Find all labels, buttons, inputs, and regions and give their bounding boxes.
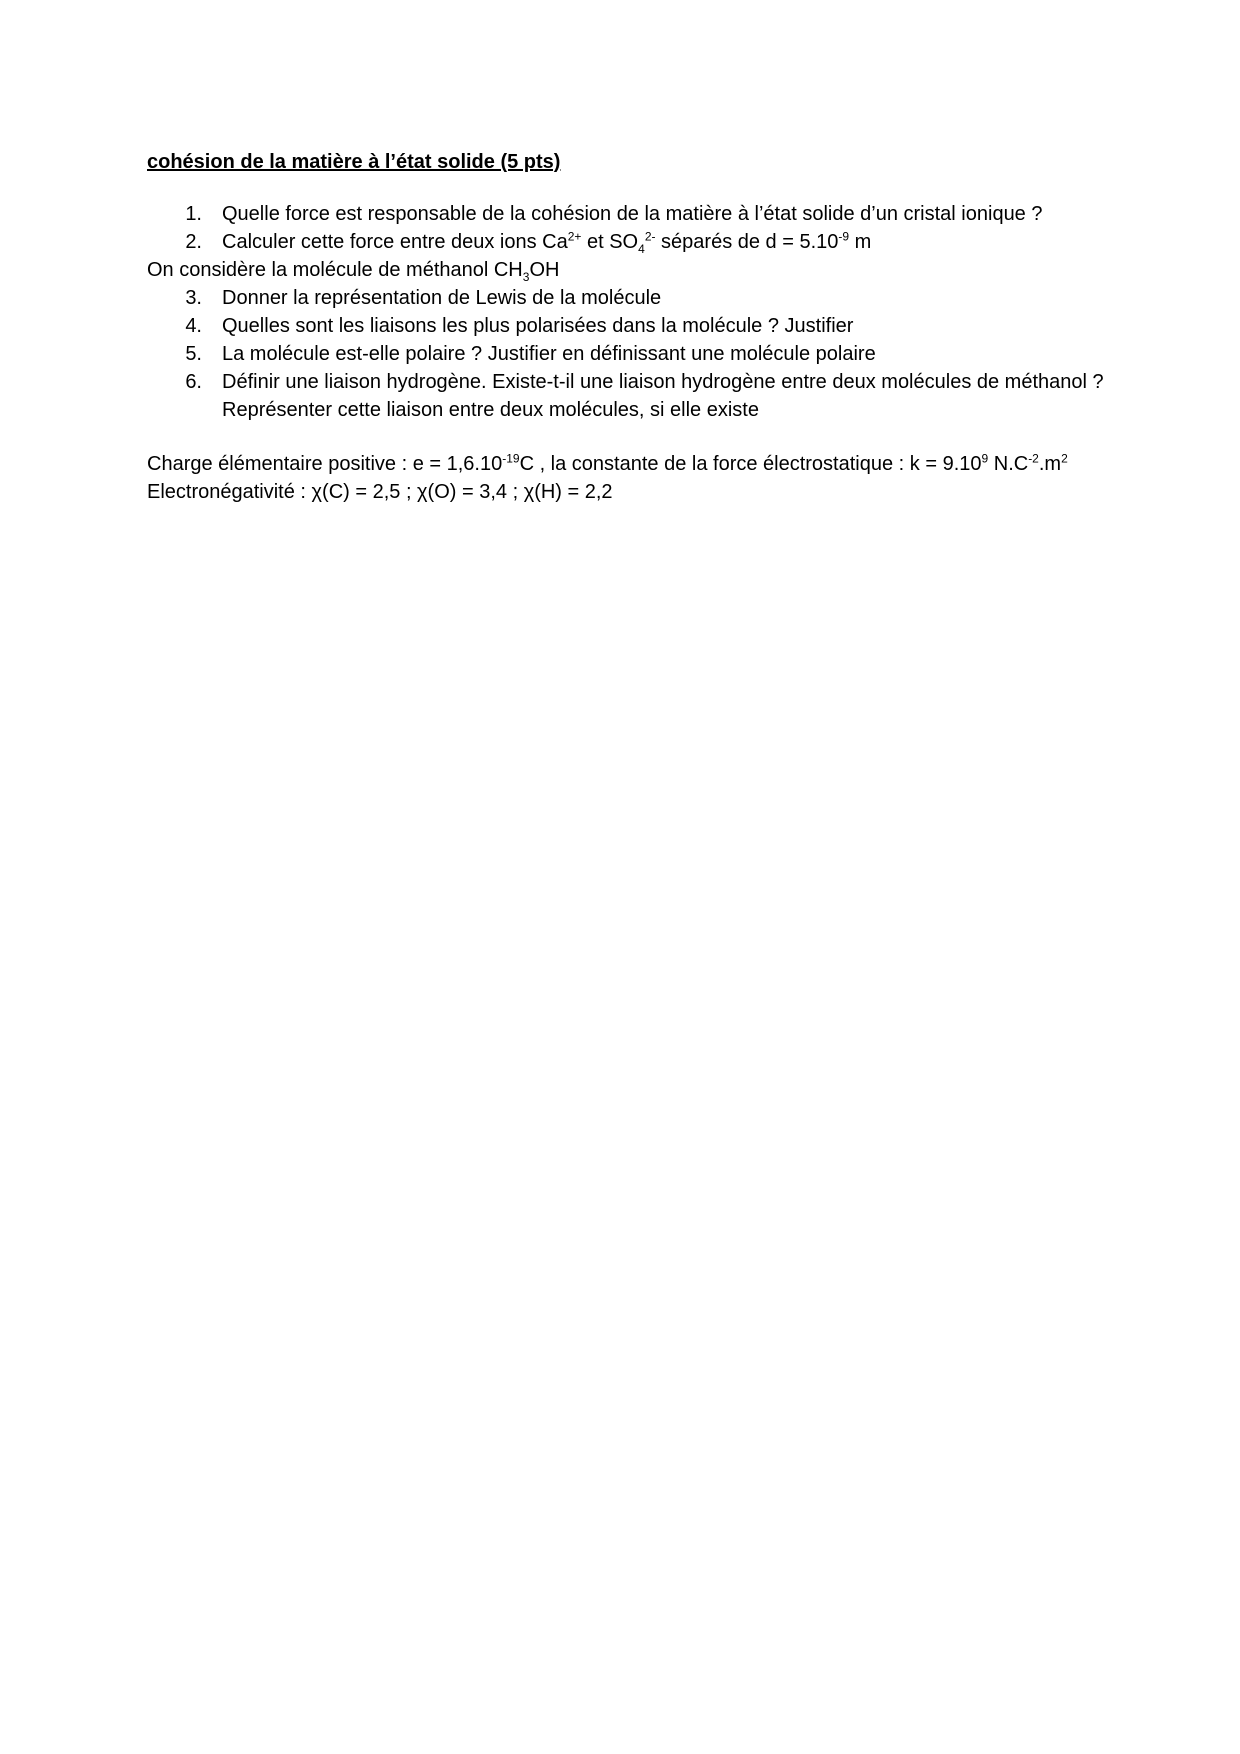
text-segment: Charge élémentaire positive : e = 1,6.10 — [147, 453, 503, 475]
subscript: 4 — [638, 242, 645, 256]
question-5 — [147, 340, 1157, 368]
text-segment: séparés de d = 5.10 — [655, 231, 839, 253]
question-text — [222, 368, 1157, 424]
text-segment: Calculer cette force entre deux ions Ca — [222, 231, 568, 253]
question-number: 5. — [185, 343, 202, 365]
subscript: 3 — [522, 270, 530, 284]
superscript: -9 — [838, 229, 850, 244]
question-6 — [147, 368, 1157, 424]
superscript: -19 — [502, 451, 520, 466]
superscript: 2+ — [567, 229, 582, 244]
question-2 — [147, 228, 1157, 256]
text-segment: et SO — [581, 231, 639, 253]
superscript: -2 — [1028, 451, 1039, 466]
question-text — [222, 228, 1157, 256]
text-segment: m — [849, 231, 872, 253]
question-number: 3. — [185, 287, 202, 309]
question-number: 6. — [185, 371, 202, 393]
question-1 — [147, 200, 1157, 228]
constants-line-2: Electronégativité : χ(C) = 2,5 ; χ(O) = 3,4 ; χ(H) = 2,2 — [147, 481, 613, 503]
question-number: 4. — [185, 315, 202, 337]
constants-line-1 — [147, 450, 1157, 478]
text-segment: N.C — [988, 453, 1029, 475]
question-number: 2. — [185, 231, 202, 253]
superscript: 2 — [1061, 451, 1068, 466]
text-segment: .m — [1038, 453, 1062, 475]
superscript: 2- — [644, 229, 656, 244]
question-text: La molécule est-elle polaire ? Justifier en définissant une molécule polaire — [222, 343, 876, 365]
exercise-title: cohésion de la matière à l’état solide (5 pts) — [147, 151, 561, 173]
question-text: Quelle force est responsable de la cohésion de la matière à l’état solide d’un cristal ionique ? — [222, 203, 1043, 225]
text-segment: On considère la molécule de méthanol CH — [147, 259, 523, 281]
question-line-2: Représenter cette liaison entre deux molécules, si elle existe — [222, 399, 759, 421]
question-4 — [147, 312, 1157, 340]
question-3 — [147, 284, 1157, 312]
question-text: Donner la représentation de Lewis de la molécule — [222, 287, 662, 309]
question-text: Quelles sont les liaisons les plus polarisées dans la molécule ? Justifier — [222, 315, 854, 337]
superscript: 9 — [981, 451, 989, 466]
methanol-intro — [147, 256, 1157, 284]
exercise-content — [147, 148, 1157, 506]
question-line-1: Définir une liaison hydrogène. Existe-t-il une liaison hydrogène entre deux molécules de méthanol ? — [222, 371, 1104, 393]
text-segment: C , la constante de la force électrostatique : k = 9.10 — [519, 453, 982, 475]
spacer — [147, 424, 1157, 450]
question-number: 1. — [185, 203, 202, 225]
text-segment: OH — [529, 259, 560, 281]
